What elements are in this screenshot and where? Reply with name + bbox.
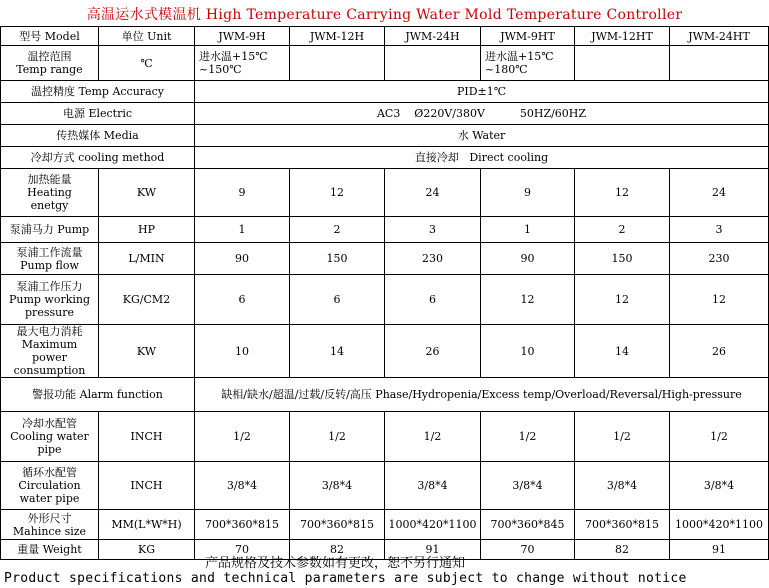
row-label: 加热能量 Heating enetgy: [1, 169, 99, 217]
row-label: 泵浦马力 Pump: [1, 217, 99, 243]
accuracy-label: 温控精度 Temp Accuracy: [1, 81, 195, 103]
alarm-value: 缺相/缺水/超温/过载/反转/高压 Phase/Hydropenia/Excess temp/Overload/Reversal/High-pressure: [195, 378, 769, 412]
value-cell: 230: [385, 243, 481, 275]
value-cell: 1/2: [385, 412, 481, 462]
value-cell: 1/2: [481, 412, 575, 462]
empty-cell: [385, 46, 481, 81]
circulation-pipe-row: [1, 462, 769, 510]
value-cell: 700*360*815: [195, 510, 290, 540]
spec-table: [0, 26, 769, 560]
row-label: 最大电力消耗 Maximum power consumption: [1, 325, 99, 378]
value-cell: 6: [195, 275, 290, 325]
value-cell: 1/2: [195, 412, 290, 462]
value-cell: 12: [290, 169, 385, 217]
value-cell: 12: [575, 169, 670, 217]
empty-cell: [575, 46, 670, 81]
value-cell: 90: [195, 243, 290, 275]
value-cell: 1/2: [670, 412, 769, 462]
empty-cell: [290, 46, 385, 81]
value-cell: 14: [290, 325, 385, 378]
value-cell: 700*360*845: [481, 510, 575, 540]
row-unit: INCH: [99, 462, 195, 510]
alarm-label: 警报功能 Alarm function: [1, 378, 195, 412]
cooling-label: 冷却方式 cooling method: [1, 147, 195, 169]
cooling-row: [1, 147, 769, 169]
row-unit: KW: [99, 325, 195, 378]
row-label: 冷却水配管 Cooling water pipe: [1, 412, 99, 462]
header-row: [1, 27, 769, 46]
value-cell: 26: [385, 325, 481, 378]
value-cell: 700*360*815: [575, 510, 670, 540]
row-label: 重量 Weight: [1, 540, 99, 560]
row-unit: MM(L*W*H): [99, 510, 195, 540]
value-cell: 3: [385, 217, 481, 243]
value-cell: 1/2: [575, 412, 670, 462]
alarm-row: [1, 378, 769, 412]
footer-notice-en: Product specifications and technical parameters are subject to change without notice: [4, 571, 687, 586]
value-cell: 26: [670, 325, 769, 378]
value-cell: 6: [290, 275, 385, 325]
value-cell: 150: [575, 243, 670, 275]
row-label: 泵浦工作流量 Pump flow: [1, 243, 99, 275]
value-cell: 91: [385, 540, 481, 560]
value-cell: 3/8*4: [385, 462, 481, 510]
temp-range-label: 温控范围 Temp range: [1, 46, 99, 81]
value-cell: 230: [670, 243, 769, 275]
row-label: 外形尺寸 Mahince size: [1, 510, 99, 540]
model-label: 型号 Model: [1, 27, 99, 46]
temp-range-row: [1, 46, 769, 81]
value-cell: 82: [290, 540, 385, 560]
row-label: 循环水配管 Circulation water pipe: [1, 462, 99, 510]
empty-cell: [670, 46, 769, 81]
value-cell: 70: [195, 540, 290, 560]
value-cell: 70: [481, 540, 575, 560]
temp-range-unit: ℃: [99, 46, 195, 81]
accuracy-value: PID±1℃: [195, 81, 769, 103]
temp-range-ht: 进水温+15℃ ~180℃: [481, 46, 575, 81]
value-cell: 3/8*4: [290, 462, 385, 510]
value-cell: 90: [481, 243, 575, 275]
value-cell: 3/8*4: [670, 462, 769, 510]
value-cell: 3/8*4: [481, 462, 575, 510]
value-cell: 1/2: [290, 412, 385, 462]
size-row: [1, 510, 769, 540]
value-cell: 6: [385, 275, 481, 325]
model-name: JWM-24H: [385, 27, 481, 46]
value-cell: 12: [575, 275, 670, 325]
value-cell: 3/8*4: [195, 462, 290, 510]
temp-range-h: 进水温+15℃ ~150℃: [195, 46, 290, 81]
value-cell: 700*360*815: [290, 510, 385, 540]
row-unit: KG/CM2: [99, 275, 195, 325]
cooling-value: 直接冷却 Direct cooling: [195, 147, 769, 169]
value-cell: 82: [575, 540, 670, 560]
electric-row: [1, 103, 769, 125]
value-cell: 10: [195, 325, 290, 378]
electric-value: AC3 Ø220V/380V 50HZ/60HZ: [195, 103, 769, 125]
value-cell: 3/8*4: [575, 462, 670, 510]
power-row: [1, 325, 769, 378]
value-cell: 9: [195, 169, 290, 217]
page-title: 高温运水式模温机 High Temperature Carrying Water Mold Temperature Controller: [86, 7, 683, 23]
heating-row: [1, 169, 769, 217]
electric-label: 电源 Electric: [1, 103, 195, 125]
value-cell: 24: [385, 169, 481, 217]
row-unit: KG: [99, 540, 195, 560]
row-label: 泵浦工作压力 Pump working pressure: [1, 275, 99, 325]
value-cell: 2: [575, 217, 670, 243]
pump-pressure-row: [1, 275, 769, 325]
pump-row: [1, 217, 769, 243]
media-row: [1, 125, 769, 147]
accuracy-row: [1, 81, 769, 103]
row-unit: L/MIN: [99, 243, 195, 275]
value-cell: 91: [670, 540, 769, 560]
model-name: JWM-24HT: [670, 27, 769, 46]
value-cell: 3: [670, 217, 769, 243]
value-cell: 2: [290, 217, 385, 243]
value-cell: 1000*420*1100: [385, 510, 481, 540]
value-cell: 1: [481, 217, 575, 243]
model-name: JWM-9HT: [481, 27, 575, 46]
value-cell: 150: [290, 243, 385, 275]
row-unit: KW: [99, 169, 195, 217]
value-cell: 10: [481, 325, 575, 378]
value-cell: 1000*420*1100: [670, 510, 769, 540]
model-name: JWM-12HT: [575, 27, 670, 46]
model-name: JWM-12H: [290, 27, 385, 46]
value-cell: 9: [481, 169, 575, 217]
unit-label: 单位 Unit: [99, 27, 195, 46]
value-cell: 24: [670, 169, 769, 217]
row-unit: HP: [99, 217, 195, 243]
model-name: JWM-9H: [195, 27, 290, 46]
value-cell: 12: [670, 275, 769, 325]
value-cell: 1: [195, 217, 290, 243]
pump-flow-row: [1, 243, 769, 275]
value-cell: 12: [481, 275, 575, 325]
media-label: 传热媒体 Media: [1, 125, 195, 147]
value-cell: 14: [575, 325, 670, 378]
cooling-pipe-row: [1, 412, 769, 462]
footer-notice-cn: 产品规格及技术参数如有更改，恕不另行通知: [204, 556, 465, 571]
row-unit: INCH: [99, 412, 195, 462]
media-value: 水 Water: [195, 125, 769, 147]
